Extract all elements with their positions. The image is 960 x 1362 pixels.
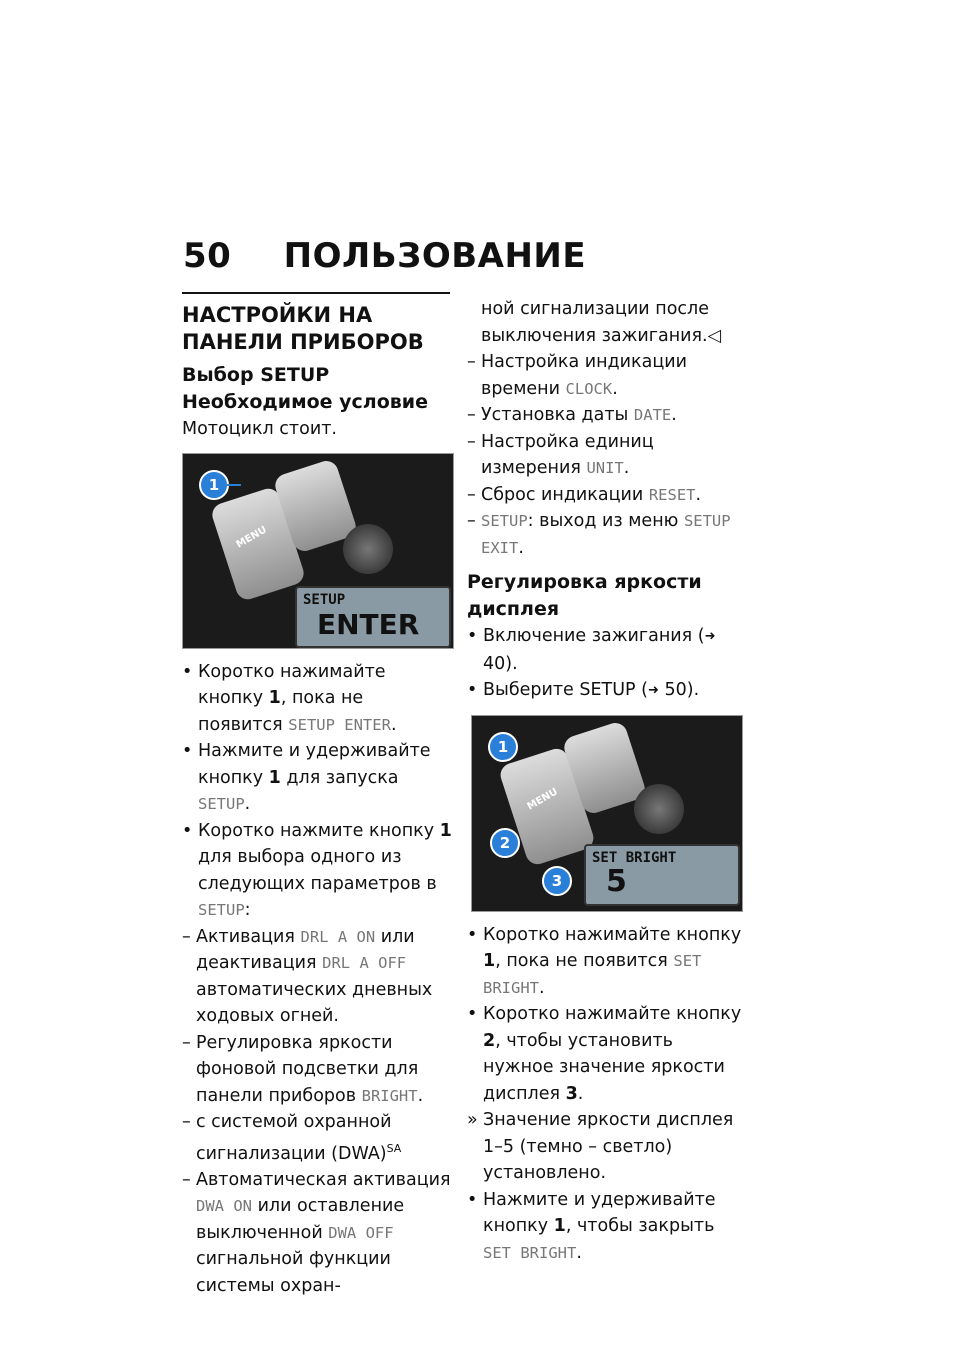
section-rule [182,292,450,294]
brightness-section-title: Регулировка яркости дисплея [467,571,702,620]
display-line-1: SETUP [303,591,346,608]
condition-text: Мотоцикл стоит. [182,419,337,439]
callout-3: 3 [542,866,572,896]
list-item: • Включение зажигания (➜ 40). [467,626,716,674]
display-line-1: SET BRIGHT [592,849,677,866]
option-item: – Сброс индикации RESET. [467,484,702,505]
option-item: – с системой охранной сигнализации (DWA)$^{SA}$ [182,1112,402,1164]
condition-title: Необходимое условие [182,391,428,413]
right-column [467,296,747,1266]
list-item: • Нажмите и удерживайте кнопку 1 для запуска SETUP. [182,741,431,814]
option-item: – Настройка индикации времени CLOCK. [467,352,687,399]
menu-label: MENU [525,785,560,813]
page-ref-arrow-icon: ➜ [704,629,716,644]
callout-2: 2 [490,828,520,858]
option-item: – Установка даты DATE. [467,405,677,425]
list-item: • Коротко нажимайте кнопку 1, пока не появится SET BRIGHT. [467,924,742,998]
option-item: – Активация DRL A ON или деактивация DRL A OFF автоматических дневных ходовых огней. [182,926,433,1026]
callout-1: 1 [488,732,518,762]
option-item: – Регулировка яркости фоновой подсветки для панели приборов BRIGHT. [182,1032,424,1106]
left-column [182,292,452,1299]
option-item: – Автоматическая активация DWA ON или оставление выключенной DWA OFF сигнальной функции системы охран- [182,1169,451,1296]
menu-button-photo [182,453,454,649]
continuation-text: ной сигнализации после выключения зажигания.◁ [481,299,722,346]
chapter-title: ПОЛЬЗОВАНИЕ [283,236,587,276]
callout-1: 1 [199,470,229,500]
option-item: – SETUP: выход из меню SETUP EXIT. [467,511,731,558]
lcd-display [295,586,451,648]
page-number: 50 [183,236,232,276]
page-header [183,236,586,276]
result-item: » Значение яркости дисплея 1–5 (темно – светло) установлено. [467,1110,734,1183]
list-item: • Коротко нажимайте кнопку 1, пока не появится SETUP ENTER. [182,661,397,735]
display-line-2: ENTER [317,607,420,641]
brightness-photo [471,715,743,912]
list-item: • Выберите SETUP (➜ 50). [467,677,747,705]
display-line-2: 5 [606,863,627,899]
end-mark-icon: ◁ [707,325,722,346]
option-item: – Настройка единиц измерения UNIT. [467,431,654,478]
menu-label: MENU [234,523,269,551]
list-item: • Коротко нажмите кнопку 1 для выбора одного из следующих параметров в SETUP: [182,820,452,920]
list-item: • Коротко нажимайте кнопку 2, чтобы установить нужное значение яркости дисплея 3. [467,1004,742,1104]
knob-shape [343,524,393,574]
page-ref-arrow-icon: ➜ [648,683,659,698]
knob-shape [634,784,684,834]
section-title: НАСТРОЙКИ НА ПАНЕЛИ ПРИБОРОВ [182,303,424,354]
callout-line [227,484,241,486]
list-item: • Нажмите и удерживайте кнопку 1, чтобы закрыть SET BRIGHT. [467,1189,716,1263]
lcd-display [584,844,740,906]
subsection-title: Выбор SETUP [182,364,330,386]
